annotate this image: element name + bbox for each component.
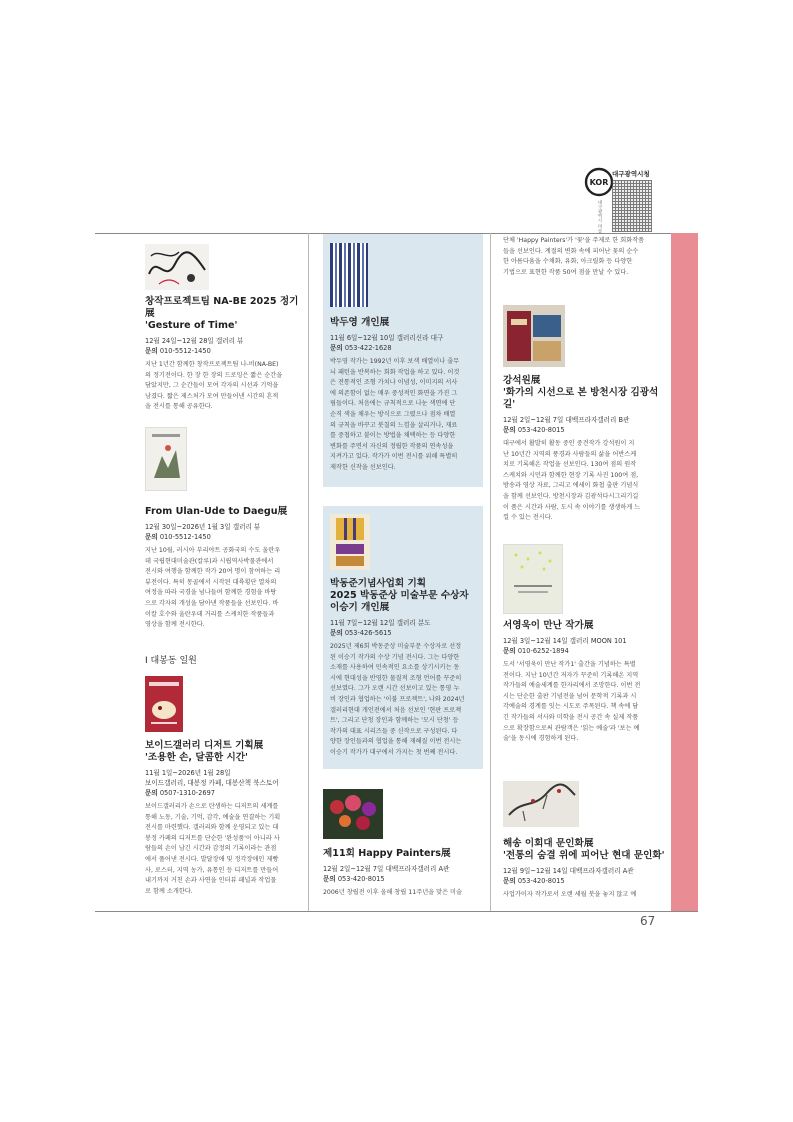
event-title: 제11회 Happy Painters展 — [323, 848, 451, 859]
artwork-thumbnail-gesture-of-time — [145, 244, 209, 290]
event-title: 강석원展 '화가의 시선으로 본 방천시장 김광석길' — [503, 375, 659, 410]
event-date: 11월 7일~12월 12일 갤러리 분도 — [330, 619, 431, 627]
event-description: 사업가이자 작가로서 오랜 세월 붓을 놓지 않고 예 — [503, 891, 637, 898]
artwork-thumbnail-happy-painters — [323, 789, 383, 839]
contact-number: 053-420-8015 — [337, 875, 385, 883]
artwork-thumbnail-bangcheon-market — [503, 305, 565, 367]
event-description: 보이드갤러리가 손으로 탄생하는 디저트의 세계를 통해 노동, 기술, 기억, 감각, 예술을 연결하는 기획 전시를 마련했다. 갤러리와 함께 운영되고 있는 대 봉정 카페의 디저트를 단순한 '완성품'이 아니라 사 람들의 손이 남긴 시간과 감정의 기록이라는 관점 에서 풀어낸 전시다. 발달장애 및 정각장애인 제빵 사, 로스터, 지역 농가, 유통인 등 디저트를 만들어 내기까지 거친 손과 사연을 인터뷰 패널과 작업물 로 함께 소개한다. — [145, 803, 281, 895]
contact-number: 053-422-1628 — [344, 344, 392, 352]
column-divider-2 — [490, 233, 491, 911]
contact-number: 010-5512-1450 — [159, 533, 211, 541]
event-description: 지난 10월, 러시아 부리야트 공화국의 수도 울란우 데 국립현대미술관(칼루)과 시립역사박물관에서 전시와 여행을 함께한 작가 20여 명이 참여하는 리 뷰전이다. 특히 몽골에서 시작된 대륙횡단 열차의 여정을 따라 국경을 넘나들며 함께한 경험을 바탕 으로 각자의 개성을 담아낸 작품들을 선보인다. 바 이칼 호수와 울란우데 거리를 스케치한 작품들과 영상을 함께 전시한다. — [145, 547, 281, 629]
event-title: 해송 이회대 문인화展 '전통의 숨결 위에 피어난 현대 문인화' — [503, 838, 665, 861]
contact-label: 문의 — [145, 533, 158, 541]
column-divider-1 — [308, 233, 309, 911]
event-title: From Ulan-Ude to Daegu展 — [145, 506, 288, 517]
qr-code — [612, 180, 652, 232]
accent-tab — [671, 233, 698, 911]
artwork-thumbnail-ulan-ude — [145, 427, 187, 491]
page-number: 67 — [640, 914, 656, 928]
contact-label: 문의 — [330, 629, 343, 637]
event-date: 11월 6일~12월 10일 갤러리신라 대구 — [330, 334, 444, 342]
event-title: 박두영 개인展 — [330, 317, 390, 328]
logo-text: KOR — [589, 178, 609, 187]
event-description: 박두영 작가는 1992년 이후 보색 배열이나 줄무 늬 패턴을 반복하는 회화 작업을 하고 있다. 이것 은 전통적인 조형 가치나 이념성, 이미지의 서사 에 의존함이 없는 매우 중성적인 화면을 가진 그 림들이다. 처음에는 규칙적으로 나눈 색면에 단 순직 색을 채우는 방식으로 그렸으나 점차 배열 의 규칙을 바꾸고 붓칠의 느낌을 살리거나, 재료 를 중첩하고 붙이는 방법을 채택하는 등 다양한 변화를 주면서 자신의 정립한 작품의 연속성을 지켜가고 있다. 작가가 이번 전시를 위해 특별히 제작한 신작을 선보인다. — [330, 358, 460, 471]
artwork-thumbnail-stripes — [330, 243, 368, 307]
event-description: 2025년 제6회 박동준상 미술부문 수상자로 선정 된 이승기 작가의 수상 기념 전시다. 그는 다양한 소재를 사용하여 민속적인 요소를 상기시키는 동 시에 현대성을 반영한 물질적 조형 언어를 꾸준히 선보였다. 그가 오랜 시간 선보이고 있는 통영 누 비 장인과 협업하는 '이불 프로젝트', 나와 2024년 갤러리현대 개인전에서 처음 선보인 '현판 프로젝 트', 그리고 단청 장인과 함께하는 '모시 단청' 등 작가의 대표 시리즈들 중 신작으로 구성된다. 다 양한 장인들과의 협업을 통해 재해질 이번 전시는 이승기 작가가 대구에서 가지는 첫 번째 전시다. — [330, 643, 465, 756]
event-date: 12월 24일~12월 28일 갤러리 뷰 — [145, 337, 244, 345]
event-title: 박동준기념사업회 기획 2025 박동준상 미술부문 수상자 이승기 개인展 — [330, 578, 469, 613]
artwork-thumbnail-lee-seungki — [330, 514, 370, 570]
contact-label: 문의 — [330, 344, 343, 352]
event-date: 12월 2일~12월 7일 대백프라자갤러리 A관 — [323, 865, 450, 873]
header-side-text: 대구광역시 미술 — [597, 200, 602, 233]
contact-number: 010-5512-1450 — [159, 347, 211, 355]
contact-label: 문의 — [145, 789, 158, 797]
event-description: 지난 1년간 함께한 창작프로젝트팀 나-비(NA-BE) 의 정기전이다. 한 장 한 장의 드로잉은 짧은 순간을 담았지만, 그 순간들이 모여 각자의 시선과 기억을 남겼다. 짧은 제스처가 모여 만들어낸 시간의 흔적 을 전시를 통해 공유한다. — [145, 361, 283, 411]
bottom-rule — [95, 911, 698, 912]
contact-label: 문의 — [503, 877, 516, 885]
event-description: 2006년 창립전 이후 올해 창립 11주년을 맞은 미술 — [323, 889, 462, 896]
header-city: 대구광역시청 — [612, 170, 650, 178]
event-title: 서영욱이 만난 작가展 — [503, 620, 594, 631]
event-description: 도서 '서영욱이 만난 작가1' 출간을 기념하는 특별 전이다. 지난 10년간 저자가 꾸준히 기록해온 지역 작가들의 예술세계를 한자리에서 조망한다. 이번 전 시는 단순한 출판 기념전을 넘어 문학적 기록과 시 각예술의 경계를 잇는 시도로 주목된다. 책 속에 담 긴 작가들의 서사와 미학을 전시 공간 속 실제 작품 으로 확장함으로써 관람객은 '읽는 예술'과 '보는 예 술'을 동시에 경험하게 된다. — [503, 661, 641, 743]
contact-label: 문의 — [503, 647, 516, 655]
book-cover-thumbnail — [503, 544, 563, 614]
event-description: 대구에서 활발히 활동 중인 중견작가 강석원이 지 난 10년간 지역의 풍경과 사람들의 삶을 어반스케 치로 기록해온 작업을 선보인다. 130여 점의 원작 스케치와 시민과 함께한 현장 기록 사진 100여 점, 방송과 영상 자료, 그리고 에세이 화첩 출판 기념식 을 함께 선보인다. 방천시장과 김광석다시그리기길 이 품은 시간과 사람, 도시 속 이야기를 생생하게 느 낄 수 있는 전시다. — [503, 440, 641, 522]
event-place: 보이드갤러리, 대봉정 카페, 대봉산책 북스토어 — [145, 779, 279, 787]
contact-label: 문의 — [323, 875, 336, 883]
contact-number: 053-426-5615 — [344, 629, 392, 637]
event-date: 12월 3일~12월 14일 갤러리 MOON 101 — [503, 637, 627, 645]
contact-number: 010-6252-1894 — [517, 647, 569, 655]
artwork-thumbnail-dessert — [145, 676, 183, 732]
event-date: 12월 2일~12월 7일 대백프라자갤러리 B관 — [503, 416, 630, 424]
contact-number: 0507-1310-2697 — [159, 789, 215, 797]
section-heading: I 대봉동 일원 — [145, 656, 197, 666]
artwork-thumbnail-literati-painting — [503, 781, 579, 827]
contact-number: 053-420-8015 — [517, 877, 565, 885]
header-logo — [584, 167, 614, 197]
event-date: 12월 30일~2026년 1월 3일 갤러리 뷰 — [145, 523, 261, 531]
event-date: 11월 1일~2026년 1월 28일 — [145, 769, 231, 777]
contact-label: 문의 — [503, 426, 516, 434]
contact-label: 문의 — [145, 347, 158, 355]
event-title: 보이드갤러리 디저트 기획展 '조용한 손, 달콤한 시간' — [145, 740, 264, 763]
continued-description: 단체 'Happy Painters'가 '꽃'을 주제로 한 회화작품 들을 선보인다. 계절의 변화 속에 피어난 꽃의 순수 한 아름다움을 수채화, 유화, 아크릴화 등 다양한 기법으로 표현한 작품 50여 점을 만날 수 있다. — [503, 237, 645, 276]
event-title: 창작프로젝트팀 NA-BE 2025 정기展 'Gesture of Time' — [145, 296, 299, 331]
event-date: 12월 9일~12월 14일 대백프라자갤러리 A관 — [503, 867, 634, 875]
contact-number: 053-420-8015 — [517, 426, 565, 434]
